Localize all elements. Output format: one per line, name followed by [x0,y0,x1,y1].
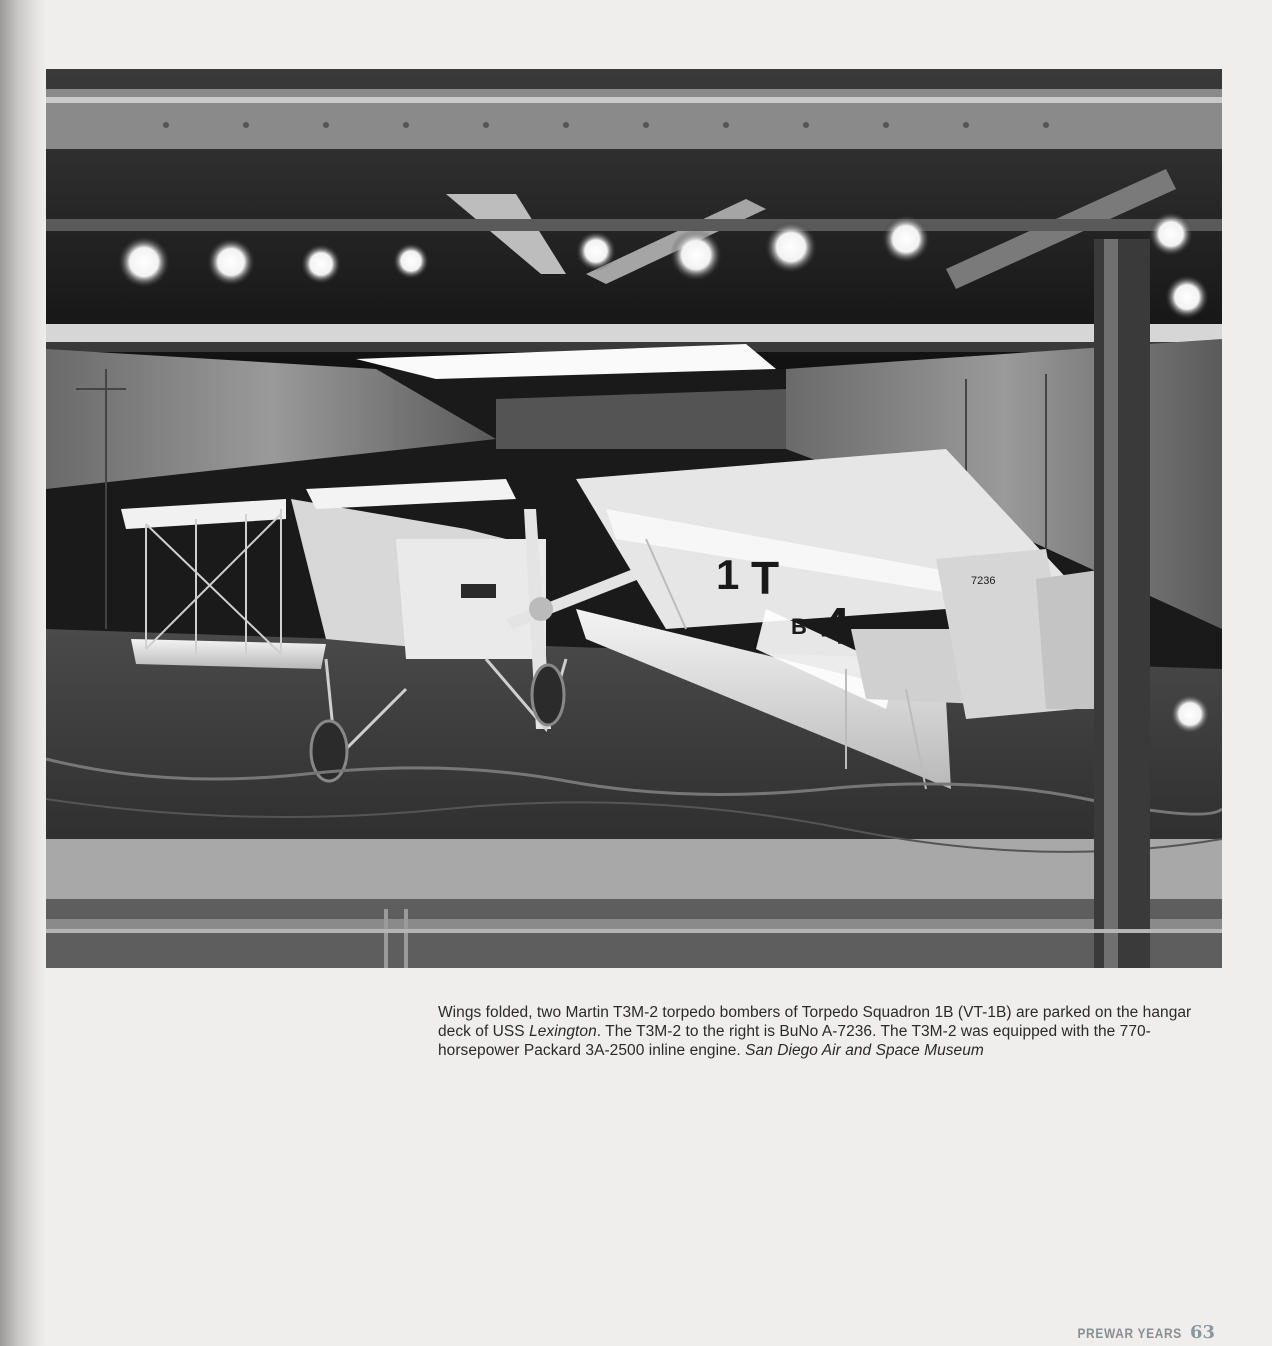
caption-text-part1: Wings folded, two Martin T3M-2 torpedo bombers of Torpedo Squadron 1B (VT-1B) are parked on the hangar deck of USS [438,1004,1192,1040]
page-footer [1000,1322,1215,1346]
photo-caption [438,1003,1228,1060]
hangar-deck-photograph [46,69,1222,968]
svg-text:4: 4 [821,598,850,656]
caption-ship-name: Lexington [529,1023,597,1040]
running-head: PREWAR YEARS [1077,1325,1182,1341]
caption-photo-credit: San Diego Air and Space Museum [745,1042,984,1059]
svg-text:T: T [751,552,780,604]
photo-illustration [46,69,1222,968]
caption-text-part2: . The T3M-2 to the right is BuNo A-7236. The T3M-2 was equipped with the 770-horsepower Packard 3A-2500 inline engine. [438,1023,1151,1059]
page-number: 63 [1189,1322,1215,1343]
svg-text:7236: 7236 [971,575,996,587]
book-gutter-shadow [0,0,46,1346]
svg-text:1: 1 [716,551,740,598]
svg-text:B: B [791,614,807,639]
